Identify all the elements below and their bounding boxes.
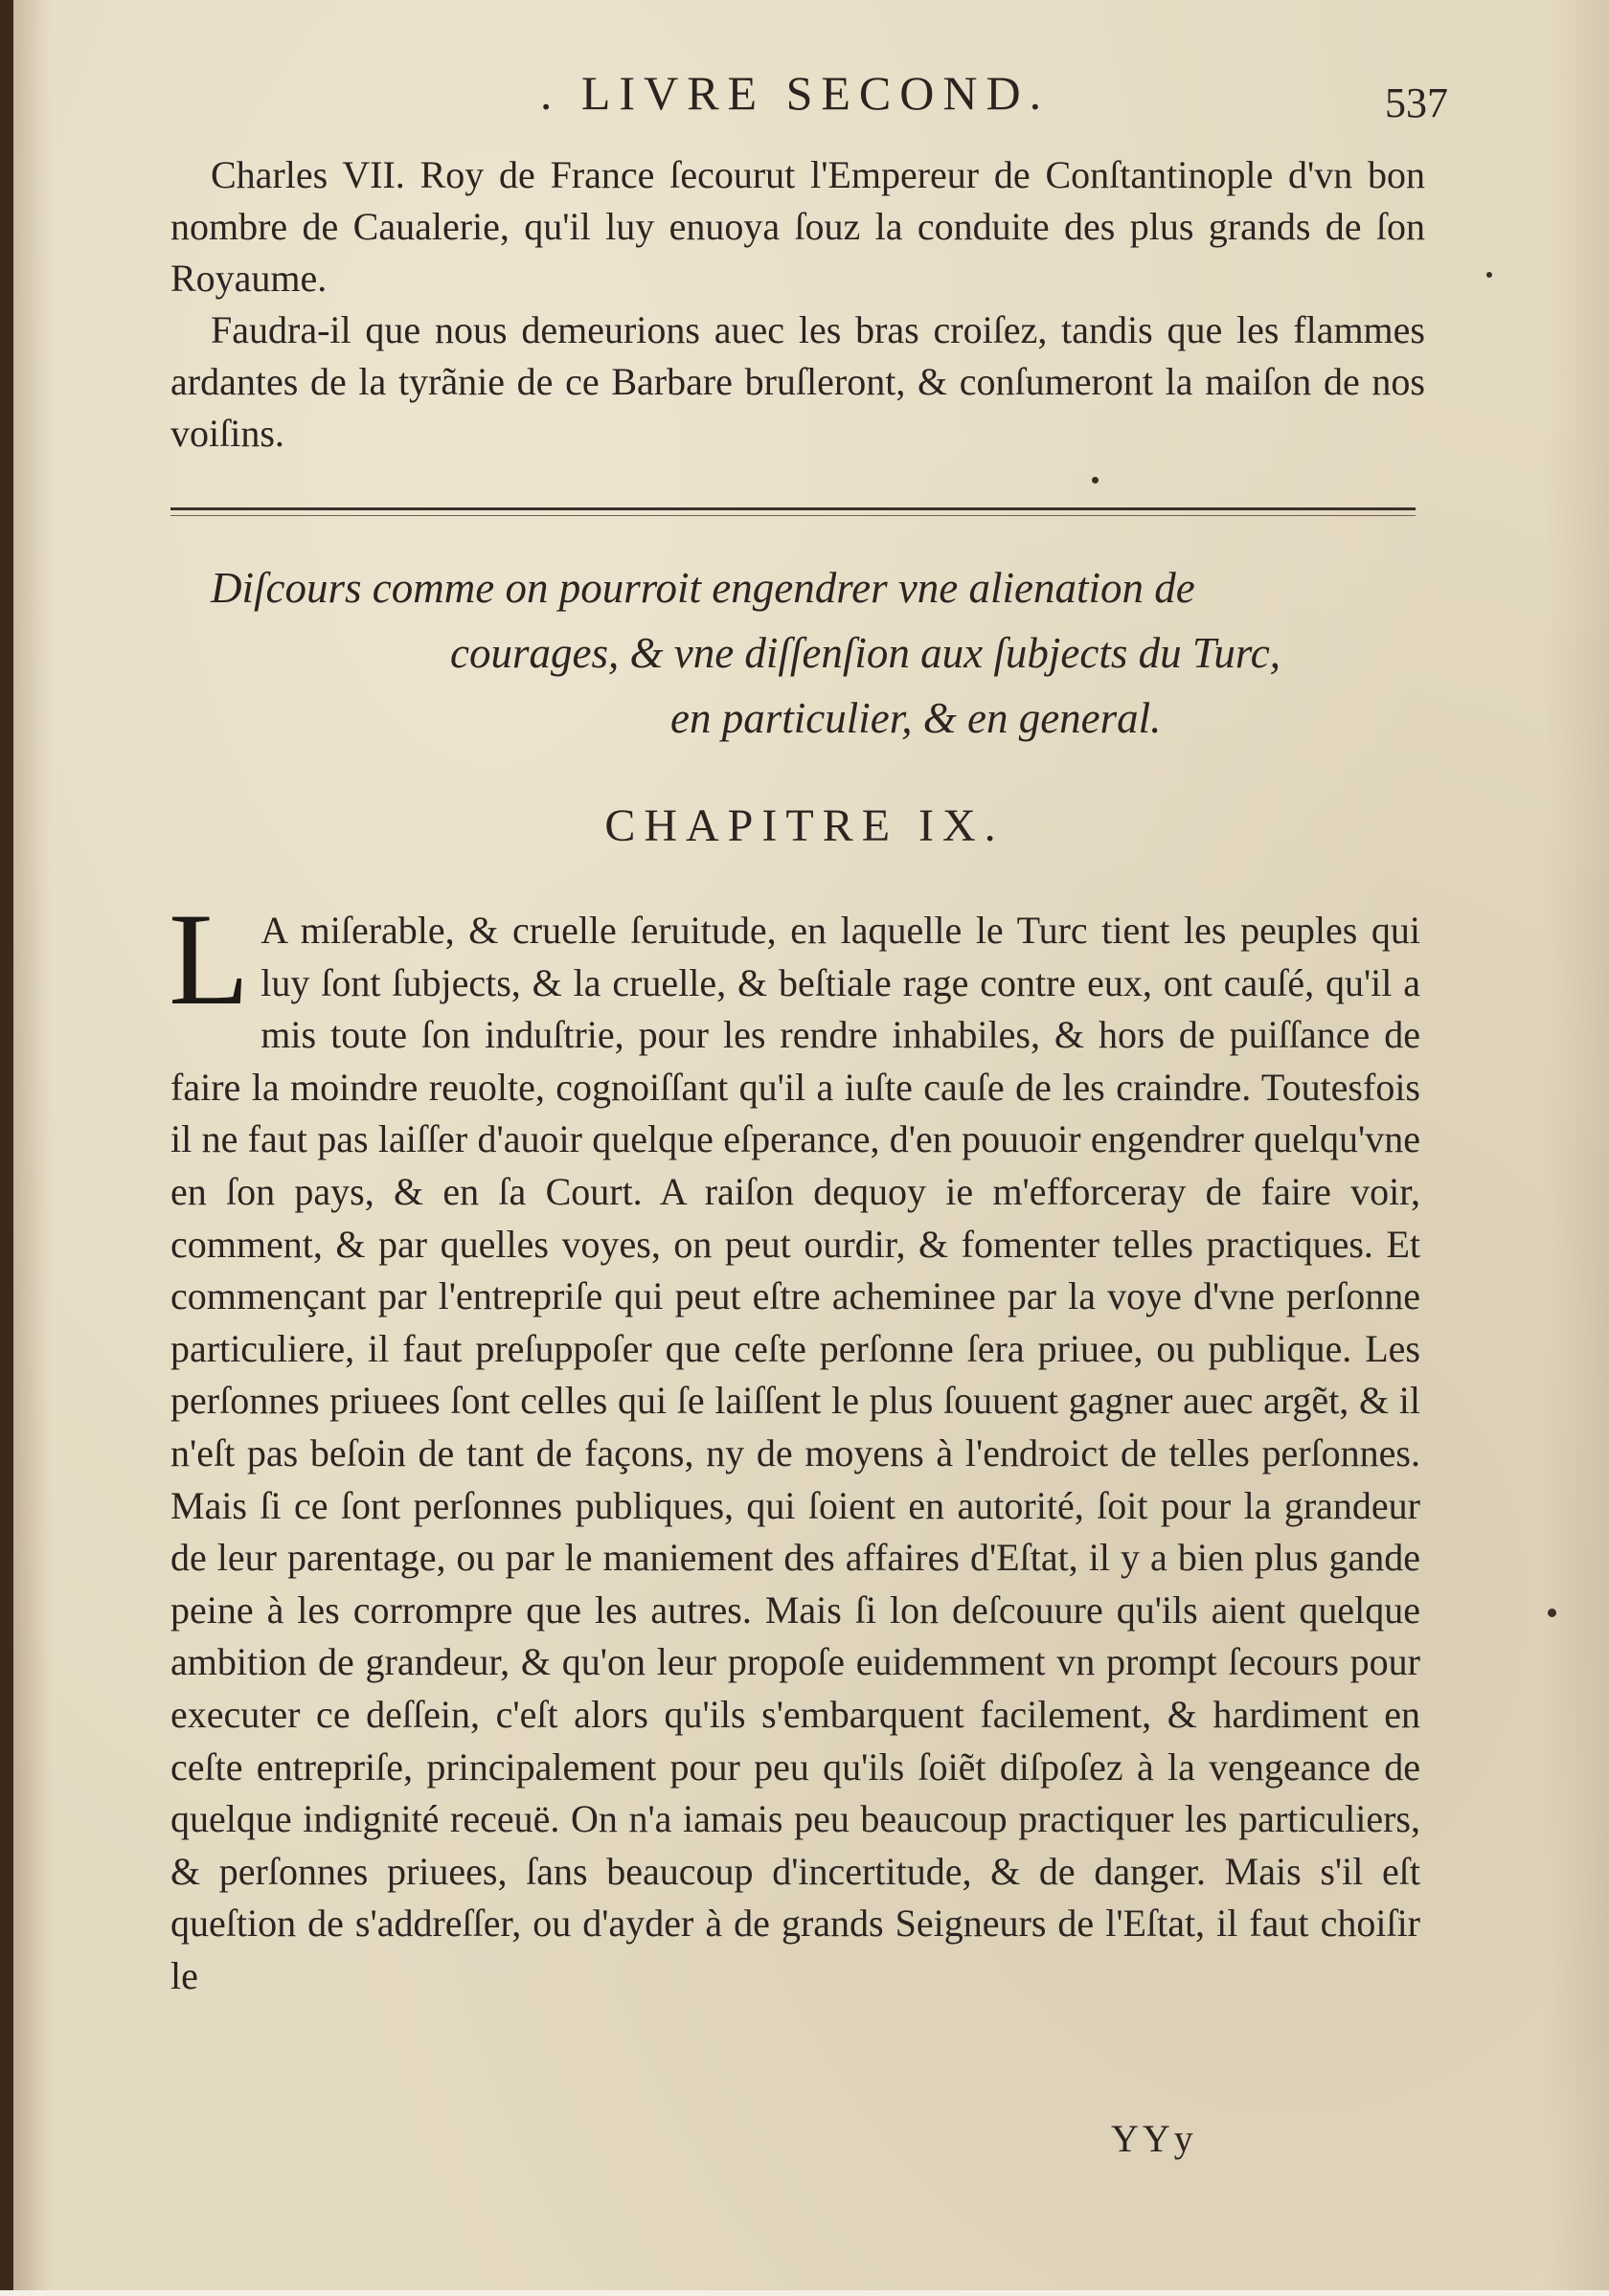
section-divider-rule (170, 507, 1416, 510)
chapter-title-line-3: en particulier, & en general. (670, 694, 1162, 742)
running-head: . LIVRE SECOND. (539, 66, 1051, 120)
drop-cap: L (169, 886, 250, 1032)
chapter-title-line-2: courages, & vne diſſenſion aux ſubjects du Turc, (450, 629, 1280, 677)
page-bottom-edge (0, 2290, 1609, 2296)
page-number: 537 (1385, 79, 1448, 126)
main-paragraph-body: A miſerable, & cruelle ſeruitude, en laquelle le Turc tient les peuples qui luy ſont ſubjects, & la cruelle, & beſtiale rage contre eux, ont cauſé, qu'il a mis toute ſon induſtrie, pour les rendre inhabiles, & hors de puiſſance de faire la moindre reuolte, cognoiſſant qu'il a iuſte cauſe de les craindre. Toutesfois il ne faut pas laiſſer d'auoir quelque eſperance, d'en pouuoir engendrer quelqu'vne en ſon pays, & en ſa Court. A raiſon dequoy ie m'efforceray de faire voir, comment, & par quelles voyes, on peut ourdir, & fomenter telles practiques. Et commençant par l'entrepriſe qui peut eſtre acheminee par la voye d'vne perſonne particuliere, il faut preſuppoſer que ceſte perſonne ſera priuee, ou publique. Les perſonnes priuees ſont celles qui ſe laiſſent le plus ſouuent gagner auec argẽt, & il n'eſt pas beſoin de tant de façons, ny de moyens à l'endroict de telles perſonnes. Mais ſi ce ſont perſonnes publiques, qui ſoient en autorité, ſoit pour la grandeur de leur parentage, ou par le maniement des affaires d'Eſtat, il y a bien plus gande peine à les corrompre que les autres. Mais ſi lon deſcouure qu'ils aient quelque ambition de grandeur, & qu'on leur propoſe euidemment vn prompt ſecours pour executer ce deſſein, c'eſt alors qu'ils s'embarquent facilement, & hardiment en ceſte entrepriſe, principalement pour peu qu'ils ſoiẽt diſpoſez à la vengeance de quelque indignité receuë. On n'a iamais peu beaucoup practiquer les particuliers, & perſonnes priuees, ſans beaucoup d'incertitude, & de danger. Mais s'il eſt queſtion de s'addreſſer, ou d'ayder à de grands Seigneurs de l'Eſtat, il faut choiſir le (170, 909, 1420, 1997)
chapter-heading: CHAPITRE IX. (604, 800, 1005, 851)
book-gutter-edge (0, 0, 13, 2296)
chapter-title (192, 555, 1408, 751)
paragraph-faudra-il: Faudra-il que nous demeurions auec les bras croiſez, tandis que les flammes ardantes de la tyrãnie de ce Barbare bruſleront, & conſumeront la maiſon de nos voiſins. (170, 308, 1425, 455)
ink-speck (1092, 477, 1099, 484)
main-text-block (169, 886, 1420, 2002)
paragraph-charles-vii: Charles VII. Roy de France ſecourut l'Empereur de Conſtantinople d'vn bon nombre de Caualerie, qu'il luy enuoya ſouz la conduite des plus grands de ſon Royaume. (170, 153, 1425, 300)
catchword: YYy (1111, 2117, 1197, 2160)
section-divider-rule-thin (170, 515, 1416, 516)
chapter-title-line-1: Diſcours comme on pourroit engendrer vne alienation de (211, 564, 1195, 612)
main-paragraph (169, 886, 1420, 2002)
ink-speck (1548, 1609, 1556, 1617)
ink-speck (1486, 272, 1492, 278)
top-text-block (170, 149, 1425, 460)
